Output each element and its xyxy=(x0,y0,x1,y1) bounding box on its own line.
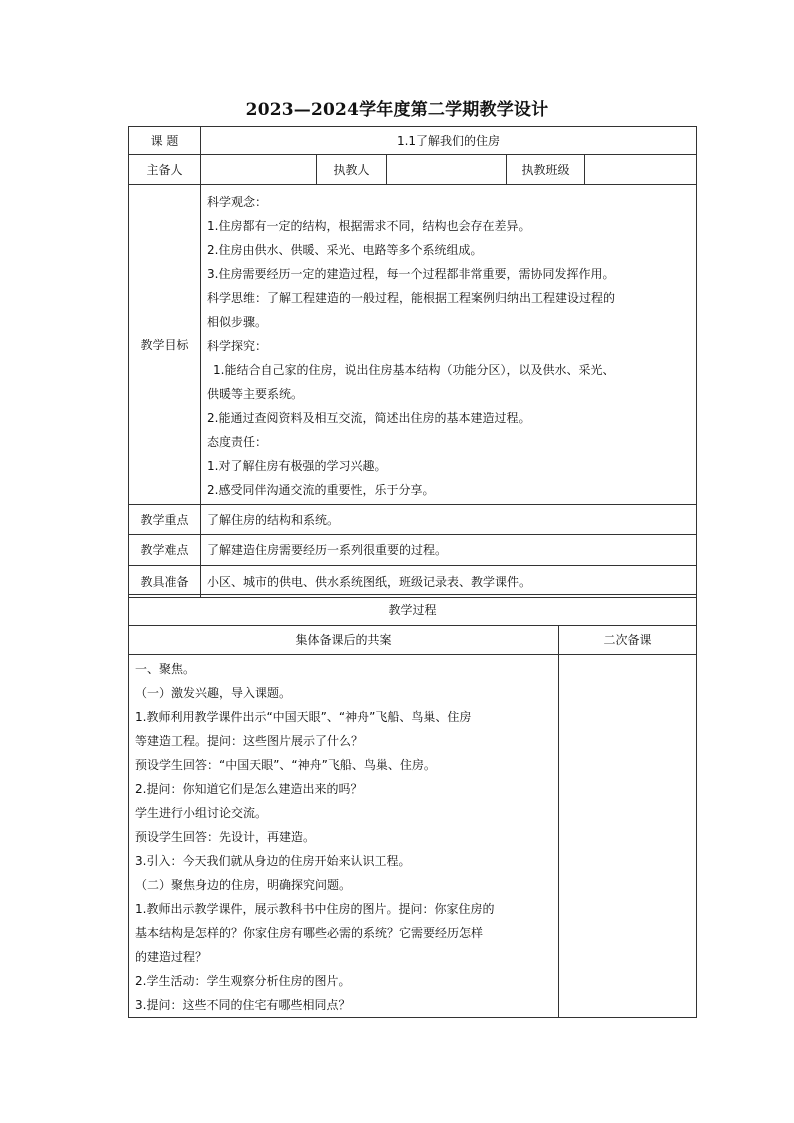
process-line: 2.提问：你知道它们是怎么建造出来的吗？ xyxy=(135,782,363,796)
objective-line: 科学探究： xyxy=(207,339,268,353)
objective-line: 态度责任： xyxy=(207,435,268,449)
process-line: 1.教师出示教学课件，展示教科书中住房的图片。提问：你家住房的 xyxy=(135,902,495,916)
second-prep-header: 二次备课 xyxy=(559,626,697,655)
process-line: （一）激发兴趣，导入课题。 xyxy=(135,686,292,700)
process-content-row xyxy=(129,655,697,1018)
process-line: 学生进行小组讨论交流。 xyxy=(135,806,268,820)
objective-line: 2.感受同伴沟通交流的重要性，乐于分享。 xyxy=(207,483,435,497)
key-point-label: 教学重点 xyxy=(129,505,201,535)
teacher-label: 执教人 xyxy=(317,155,387,185)
objective-line: 1.住房都有一定的结构，根据需求不同，结构也会存在差异。 xyxy=(207,219,531,233)
process-line: 基本结构是怎样的？你家住房有哪些必需的系统？它需要经历怎样 xyxy=(135,926,484,940)
process-line: （二）聚焦身边的住房，明确探究问题。 xyxy=(135,878,352,892)
process-line: 等建造工程。提问：这些图片展示了什么？ xyxy=(135,734,364,748)
materials-value: 小区、城市的供电、供水系统图纸，班级记录表、教学课件。 xyxy=(201,566,697,598)
process-title: 教学过程 xyxy=(129,595,697,626)
objective-line: 科学思维：了解工程建造的一般过程，能根据工程案例归纳出工程建设过程的 xyxy=(207,291,616,305)
objective-line: 供暖等主要系统。 xyxy=(207,387,304,401)
prep-label: 主备人 xyxy=(129,155,201,185)
objective-line: 1.能结合自己家的住房，说出住房基本结构（功能分区），以及供水、采光、 xyxy=(213,363,615,377)
difficulty-label: 教学难点 xyxy=(129,535,201,566)
document-title: 2023—2024学年度第二学期教学设计 xyxy=(245,100,549,120)
topic-row xyxy=(129,127,697,155)
objective-line: 2.住房由供水、供暖、采光、电路等多个系统组成。 xyxy=(207,243,483,257)
shared-plan-header: 集体备课后的共案 xyxy=(129,626,559,655)
staff-row xyxy=(129,155,697,185)
teacher-value xyxy=(387,155,507,185)
objectives-row xyxy=(129,185,697,505)
materials-label: 教具准备 xyxy=(129,566,201,598)
materials-row xyxy=(129,566,697,598)
objectives-content xyxy=(201,185,697,505)
teaching-process-table xyxy=(128,594,697,1018)
process-line: 的建造过程？ xyxy=(135,950,208,964)
difficulty-value: 了解建造住房需要经历一系列很重要的过程。 xyxy=(201,535,697,566)
class-value xyxy=(585,155,697,185)
key-point-row xyxy=(129,505,697,535)
process-title-row xyxy=(129,595,697,626)
process-line: 1.教师利用教学课件出示“中国天眼”、“神舟”飞船、鸟巢、住房 xyxy=(135,710,472,724)
objectives-label: 教学目标 xyxy=(129,185,201,505)
process-line: 预设学生回答：“中国天眼”、“神舟”飞船、鸟巢、住房。 xyxy=(135,758,436,772)
prep-value xyxy=(201,155,317,185)
lesson-design-table xyxy=(128,126,696,1013)
process-line: 预设学生回答：先设计，再建造。 xyxy=(135,830,316,844)
process-line: 3.提问：这些不同的住宅有哪些相同点？ xyxy=(135,998,351,1012)
topic-label: 课 题 xyxy=(129,127,201,155)
topic-value: 1.1了解我们的住房 xyxy=(201,127,697,155)
process-line: 3.引入：今天我们就从身边的住房开始来认识工程。 xyxy=(135,854,411,868)
key-point-value: 了解住房的结构和系统。 xyxy=(201,505,697,535)
objective-line: 1.对了解住房有极强的学习兴趣。 xyxy=(207,459,387,473)
objective-line: 科学观念： xyxy=(207,195,268,209)
process-header-row xyxy=(129,626,697,655)
difficulty-row xyxy=(129,535,697,566)
class-label: 执教班级 xyxy=(507,155,585,185)
lesson-info-table xyxy=(128,126,697,598)
objective-line: 相似步骤。 xyxy=(207,315,268,329)
shared-plan-content xyxy=(129,655,559,1018)
objective-line: 3.住房需要经历一定的建造过程，每一个过程都非常重要，需协同发挥作用。 xyxy=(207,267,615,281)
process-line: 2.学生活动：学生观察分析住房的图片。 xyxy=(135,974,351,988)
objective-line: 2.能通过查阅资料及相互交流，简述出住房的基本建造过程。 xyxy=(207,411,531,425)
second-prep-content xyxy=(559,655,697,1018)
process-line: 一、聚焦。 xyxy=(135,662,196,676)
